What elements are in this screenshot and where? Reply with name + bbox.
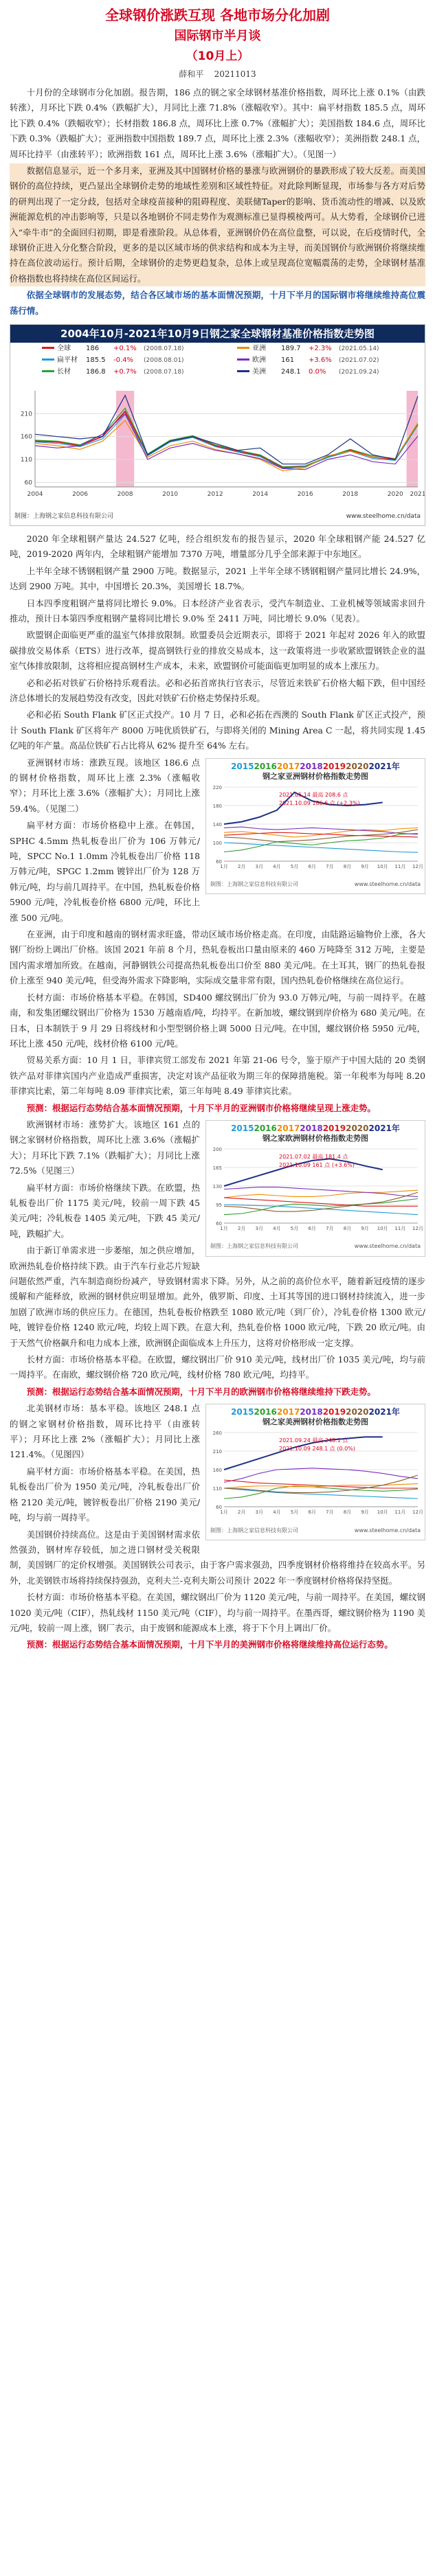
series-line-2016 bbox=[224, 1198, 418, 1214]
legend-year: 2017 bbox=[276, 761, 300, 771]
x-tick-label: 7月 bbox=[326, 1225, 334, 1231]
asia-index-chart bbox=[205, 758, 425, 895]
chart-source bbox=[206, 1239, 425, 1255]
paragraph-overview: 十月份的全球钢市分化加剧。报告期，186 点的钢之家全球钢材基准价格指数，周环比上涨 0.1%（由跌转涨），月环比下跌 0.4%（跌幅扩大），月同比上涨 71.8%（涨幅收窄）。其中：扁平材指数 185.5 点，周环比下跌 0.4%（跌幅收窄）；长材指数 186.8 点，周环比上涨 0.7%（涨幅扩大）；美国指数 184.6 点，周环比下跌 0.3%（跌幅扩大）；亚洲指数中国指数 189.7 点，周环比上涨 2.3%（涨幅收窄）；美洲指数 248.1 点，周环比持平（由涨转平）；欧洲指数 161 点，周环比上涨 3.6%（涨幅扩大）。（见图一） bbox=[10, 87, 425, 159]
series-line-2018 bbox=[224, 827, 418, 834]
x-tick-label: 2008 bbox=[117, 491, 133, 499]
x-tick-label: 7月 bbox=[326, 1509, 334, 1516]
y-tick-label: 110 bbox=[212, 1486, 222, 1492]
legend-name: 扁平材 bbox=[57, 356, 78, 365]
y-tick-label: 165 bbox=[212, 1165, 222, 1171]
paragraph-asia-trade: 贸易关系方面：10 月 1 日，菲律宾贸工部发布 2021 年第 21-06 号令，鉴于原产于中国大陆的 20 类钢铁产品对菲律宾国内产业造成严重损害，决定对该产品征收为期三年的保障措施税。第一年税率为每吨 8.20 菲律宾比索，第二年每吨 8.09 菲律宾比索，第三年每吨 8.49 菲律宾比索。 bbox=[10, 1055, 425, 1097]
x-tick-label: 11月 bbox=[394, 1509, 406, 1516]
series-line-扁平材 bbox=[35, 415, 418, 469]
chart-url: www.steelhome.cn/data bbox=[354, 1527, 421, 1534]
latest-annotation: 2021.10.09 186.6 点 (+2.3%) bbox=[279, 799, 360, 806]
global-chart-plot bbox=[10, 343, 425, 502]
chart-url: www.steelhome.cn/data bbox=[354, 881, 421, 887]
latest-annotation: 2021.10.09 248.1 点 (0.0%) bbox=[279, 1446, 355, 1452]
series-line-2018 bbox=[224, 1468, 418, 1483]
global-chart-url: www.steelhome.cn/data bbox=[346, 512, 421, 520]
series-line-欧洲 bbox=[35, 413, 418, 469]
legend-year: 2016 bbox=[254, 761, 277, 771]
x-tick-label: 3月 bbox=[255, 863, 264, 869]
chart-year-legend bbox=[206, 1121, 425, 1134]
global-chart-source bbox=[10, 508, 425, 525]
x-tick-label: 8月 bbox=[343, 1509, 352, 1516]
series-line-2020 bbox=[224, 830, 418, 842]
legend-peak-date: (2008.07.18) bbox=[144, 369, 184, 376]
x-tick-label: 5月 bbox=[290, 1509, 299, 1516]
global-index-chart bbox=[10, 324, 425, 526]
legend-year: 2019 bbox=[322, 1123, 346, 1133]
legend-change: 0.0% bbox=[309, 368, 326, 376]
legend-year: 2021年 bbox=[368, 1123, 400, 1133]
paragraph-analysis: 数据信息显示，近一个多月来，亚洲及其中国钢材价格的暴涨与欧洲钢价的暴跌形成了较大反差。而美国钢价的高位持续，更凸显出全球钢价走势的地域性差别和区域性特征。对此除判断显现，市场参与各方对后势的研判出现了一定分歧，包括对全球疫苗接种的阻碍程度、美联储Taper的影响、货币流动性的增减、以及欧洲能源危机的冲击影响等，只是以各地钢价不同走势作为观测标准已显得模棱两可。从大势看，全球钢价已进入“牵牛市”的全面回归初期，即是看涨阶段。从总体看，亚洲钢价仍在高位盘整，可以说，在后疫情时代，全球钢价正进入分化整合阶段，更多的是以区域市场的供求结构和成本为主导，而美国钢价与欧洲钢价将继续维持在高位波动运行。预计后期，全球钢价的走势更趋复杂，总体上或呈现高位宽幅震荡的走势，全球钢材基准价格指数也将持续在高位区间运行。 bbox=[10, 163, 425, 286]
x-tick-label: 1月 bbox=[220, 863, 228, 869]
chart-source bbox=[206, 877, 425, 893]
legend-name: 亚洲 bbox=[252, 345, 266, 353]
peak-annotation: 2021.09.24 最高 248.1 点 bbox=[279, 1437, 348, 1444]
legend-name: 欧洲 bbox=[252, 356, 266, 365]
y-tick-label: 60 bbox=[216, 1220, 222, 1227]
x-tick-label: 3月 bbox=[255, 1225, 264, 1231]
y-tick-label: 160 bbox=[212, 1468, 222, 1474]
x-tick-label: 2月 bbox=[237, 1509, 246, 1516]
y-tick-label: 95 bbox=[216, 1202, 222, 1208]
legend-year: 2015 bbox=[231, 1123, 254, 1133]
legend-year: 2015 bbox=[231, 1407, 254, 1417]
legend-change: +0.7% bbox=[113, 368, 137, 376]
y-tick-label: 100 bbox=[212, 840, 222, 846]
europe-index-chart bbox=[205, 1120, 425, 1257]
x-tick-label: 2020 bbox=[387, 491, 403, 499]
global-chart-title: 2004年10月-2021年10月9日钢之家全球钢材基准价格指数走势图 bbox=[10, 325, 425, 343]
paragraph-america-summary: 北美钢材市场：基本平稳。该地区 248.1 点的钢之家钢材价格指数，周环比持平（由涨转平）；月环比上涨 2%（涨幅扩大）；月同比上涨 121.4%。（见图四） bbox=[10, 1403, 200, 1460]
paragraph-asia-flat: 扁平材方面：市场价格稳中上涨。在韩国，SPHC 4.5mm 热轧板卷出厂价为 106 万韩元/吨，SPCC No.1 1.0mm 冷轧板卷出厂价格 118 万韩元/吨，SPGC 1.2mm 镀锌出厂价为 128 万韩元/吨，均与前几周持平。在中国，热轧板卷价格 5900 元/吨，冷轧板卷价格 6800 元/吨，环比上涨 500 元/吨。 bbox=[10, 820, 200, 923]
paragraph-asia-market: 在亚洲，由于印度和越南的钢材需求旺盛，带动区域市场价格走高。在印度，由陆路运输物价上涨，各大钢厂纷纷上调出厂价格。该国 2021 年前 8 个月，热轧卷板出口量由原来的 460 万吨降至 312 万吨，主要是国内需求增加所致。在越南，河静钢铁公司提高热轧板卷出口价至 880 美元/吨。在土耳其，钢厂的热轧卷报价上涨至 940 美元/吨，但受海外需求下降影响，实际成交量非常有限，国内热轧卷价格继续在高位运行。 bbox=[10, 929, 425, 986]
x-tick-label: 3月 bbox=[255, 1509, 264, 1516]
y-tick-label: 60 bbox=[216, 1505, 222, 1511]
legend-value: 185.5 bbox=[86, 356, 106, 365]
chart-source bbox=[206, 1523, 425, 1540]
legend-year: 2016 bbox=[254, 1407, 277, 1417]
x-tick-label: 12月 bbox=[412, 1509, 423, 1516]
x-tick-label: 2010 bbox=[162, 491, 179, 499]
legend-swatch bbox=[42, 347, 54, 349]
article-title: 全球钢价涨跌互现 各地市场分化加剧 bbox=[105, 7, 330, 23]
america-index-chart bbox=[205, 1404, 425, 1540]
legend-year: 2020 bbox=[346, 761, 369, 771]
legend-peak-date: (2008.07.18) bbox=[144, 345, 184, 353]
chart-subtitle: 钢之家亚洲钢材价格指数走势图 bbox=[263, 771, 368, 781]
legend-change: +3.6% bbox=[309, 356, 332, 365]
y-tick-label: 130 bbox=[212, 1183, 222, 1189]
y-tick-label: 110 bbox=[20, 457, 32, 464]
x-tick-label: 10月 bbox=[377, 863, 388, 869]
legend-name: 长材 bbox=[57, 368, 71, 376]
america-section bbox=[10, 1401, 425, 1654]
paragraph-america-forecast: 预测：根据运行态势结合基本面情况预期，十月下半月的美洲钢市价格将继续维持高位运行态势。 bbox=[26, 1639, 393, 1650]
paragraph-america-market: 美国钢价持续高位。这是由于美国钢材需求依然强劲，钢材库存较低，加之进口钢材受关税限制，美国钢厂的定价权增强。美国钢铁公司表示，由于客户需求强劲，四季度钢材价格将维持在较高水平。另外，北美钢铁市场将持续保持强劲，克利夫兰-克利夫斯公司预计 2022 年一季度钢材价格将保持坚挺。 bbox=[10, 1529, 425, 1586]
x-tick-label: 2014 bbox=[252, 491, 269, 499]
paragraph-europe-summary: 欧洲钢材市场：涨势扩大。该地区 161 点的钢之家钢材价格指数，周环比上涨 3.6%（涨幅扩大）；月环比下跌 7.1%（跌幅扩大）；月同比上涨 72.5%（见图三） bbox=[10, 1119, 200, 1176]
chart-plot bbox=[206, 1143, 423, 1234]
x-tick-label: 2018 bbox=[342, 491, 359, 499]
chart-year-legend bbox=[206, 759, 425, 772]
y-tick-label: 160 bbox=[20, 433, 32, 441]
legend-year: 2018 bbox=[300, 761, 323, 771]
x-tick-label: 9月 bbox=[361, 863, 369, 869]
legend-year: 2015 bbox=[231, 761, 254, 771]
legend-year: 2021年 bbox=[368, 1407, 400, 1417]
y-tick-label: 210 bbox=[212, 1449, 222, 1455]
y-tick-label: 180 bbox=[212, 803, 222, 809]
legend-swatch bbox=[237, 347, 249, 349]
paragraph-america-long: 长材方面：市场价格基本平稳。在美国，螺纹钢出厂价为 1120 美元/吨，与前一周持平。在美国，螺纹钢 1020 美元/吨（CIF），热轧线材 1150 美元/吨（CIF），均与前一周持平。在墨西哥，螺纹钢价格为 1190 美元/吨，较前一周上涨，钢厂表示，由于废钢和能源成本上涨，将于下个月上调出厂价。 bbox=[10, 1592, 425, 1633]
legend-year: 2019 bbox=[322, 761, 346, 771]
paragraph-america-flat: 扁平材方面：市场价格基本平稳。在美国，热轧板卷出厂价为 1950 美元/吨，冷轧板卷出厂价格 2120 美元/吨，镀锌板卷出厂价格 2190 美元/吨，均与前一周持平。 bbox=[10, 1466, 200, 1523]
paragraph-bhp-outlook: 必和必拓对铁矿石价格持乐观看法。必和必拓首席执行官表示，尽管近来铁矿石价格大幅下跌，但中国经济总体增长的发展趋势没有改变，因此对铁矿石价格走势保持乐观。 bbox=[10, 677, 425, 703]
peak-annotation: 2021.05.14 最高 208.6 点 bbox=[279, 791, 348, 798]
x-tick-label: 2006 bbox=[72, 491, 88, 499]
y-tick-label: 260 bbox=[212, 1431, 222, 1437]
legend-name: 全球 bbox=[57, 345, 71, 353]
legend-year: 2019 bbox=[322, 1407, 346, 1417]
legend-name: 美洲 bbox=[252, 368, 266, 376]
legend-peak-date: (2008.08.01) bbox=[144, 357, 184, 365]
x-tick-label: 6月 bbox=[308, 1509, 316, 1516]
legend-year: 2017 bbox=[276, 1123, 300, 1133]
article-body bbox=[0, 82, 435, 1654]
legend-value: 248.1 bbox=[281, 368, 301, 376]
byline bbox=[0, 66, 435, 82]
x-tick-label: 2月 bbox=[237, 863, 246, 869]
y-tick-label: 60 bbox=[24, 479, 32, 487]
legend-value: 189.7 bbox=[281, 345, 301, 353]
series-line-2019 bbox=[224, 1480, 418, 1488]
legend-year: 2020 bbox=[346, 1407, 369, 1417]
paragraph-outlook: 依据全球钢市的发展态势，结合各区域市场的基本面情况预期，十月下半月的国际钢市将继续维持高位震荡行情。 bbox=[10, 290, 425, 316]
y-tick-label: 140 bbox=[212, 821, 222, 828]
legend-year: 2018 bbox=[300, 1407, 323, 1417]
y-tick-label: 60 bbox=[216, 858, 222, 865]
x-tick-label: 11月 bbox=[394, 1225, 406, 1231]
chart-credit: 制图：上海钢之家信息科技有限公司 bbox=[210, 881, 298, 887]
x-tick-label: 10月 bbox=[377, 1225, 388, 1231]
legend-swatch bbox=[42, 358, 54, 361]
peak-band-2008 bbox=[116, 391, 134, 487]
x-tick-label: 6月 bbox=[308, 863, 316, 869]
series-line-2020 bbox=[224, 1475, 418, 1492]
article-column: 国际钢市半月谈 bbox=[174, 29, 261, 43]
x-tick-label: 11月 bbox=[394, 863, 406, 869]
legend-swatch bbox=[237, 370, 249, 372]
chart-subtitle: 钢之家美洲钢材价格指数走势图 bbox=[263, 1417, 368, 1427]
chart-subtitle: 钢之家欧洲钢材价格指数走势图 bbox=[263, 1133, 368, 1143]
chart-plot bbox=[206, 782, 423, 872]
latest-annotation: 2021.10.09 161 点 (+3.6%) bbox=[279, 1161, 355, 1168]
europe-section bbox=[10, 1117, 425, 1401]
chart-url: www.steelhome.cn/data bbox=[354, 1243, 421, 1250]
legend-value: 186.8 bbox=[86, 368, 106, 376]
x-tick-label: 8月 bbox=[343, 1225, 352, 1231]
legend-peak-date: (2021.07.02) bbox=[339, 357, 379, 365]
global-chart-credit: 制图：上海钢之家信息科技有限公司 bbox=[14, 512, 114, 520]
paragraph-eu-emissions: 欧盟钢企面临更严重的温室气体排放限制。欧盟委员会近期表示，即将于 2021 年起对 2026 年入的欧盟碳排放交易体系（ETS）进行改革，提高钢铁行业的排放交易成本，这一政策将进一步收紧欧盟钢铁企业的温室气体排放限制，这将相应提高钢材生产成本，未来，欧盟钢价可能面临更加明显的成本上涨压力。 bbox=[10, 630, 425, 672]
x-tick-label: 9月 bbox=[361, 1509, 369, 1516]
paragraph-europe-forecast: 预测：根据运行态势结合基本面情况预期，十月下半月的欧洲钢市价格将继续维持下跌走势。 bbox=[26, 1386, 376, 1397]
x-tick-label: 1月 bbox=[220, 1225, 228, 1231]
legend-year: 2021年 bbox=[368, 761, 400, 771]
author: 薛和平 bbox=[179, 69, 204, 79]
peak-annotation: 2021.07.02 最高 181.4 点 bbox=[279, 1153, 348, 1160]
x-tick-label: 4月 bbox=[273, 1509, 281, 1516]
x-tick-label: 8月 bbox=[343, 863, 352, 869]
x-tick-label: 5月 bbox=[290, 1225, 299, 1231]
y-tick-label: 220 bbox=[212, 784, 222, 790]
x-tick-label: 9月 bbox=[361, 1225, 369, 1231]
legend-year: 2020 bbox=[346, 1123, 369, 1133]
legend-peak-date: (2021.05.14) bbox=[339, 345, 379, 353]
paragraph-stainless: 上半年全球不锈钢粗钢产量 2900 万吨。数据显示，2021 上半年全球不锈钢粗钢产量同比增长 24.9%，达到 2900 万吨。其中，中国增长 20.3%，美国增长 18.7%。 bbox=[10, 565, 425, 592]
legend-peak-date: (2021.09.24) bbox=[339, 369, 379, 376]
x-tick-label: 4月 bbox=[273, 863, 281, 869]
paragraph-asia-summary: 亚洲钢材市场：涨跌互现。该地区 186.6 点的钢材价格指数，周环比上涨 2.3%（涨幅收窄）；月环比上涨 3.6%（涨幅扩大）；月同比上涨 59.4%。（见图二） bbox=[10, 757, 200, 814]
x-tick-label: 2016 bbox=[297, 491, 313, 499]
legend-year: 2018 bbox=[300, 1123, 323, 1133]
asia-section bbox=[10, 755, 425, 1117]
paragraph-europe-long: 长材方面：市场价格基本平稳。在欧盟，螺纹钢出厂价 910 美元/吨，线材出厂价 1035 美元/吨，均与前一周持平。在南欧，螺纹钢价格 720 欧元/吨，线材价格 780 欧元/吨，均持平。 bbox=[10, 1354, 425, 1380]
legend-year: 2016 bbox=[254, 1123, 277, 1133]
legend-change: +0.1% bbox=[113, 345, 137, 353]
x-tick-label: 2012 bbox=[207, 491, 223, 499]
legend-value: 161 bbox=[281, 356, 295, 365]
paragraph-europe-flat: 扁平材方面：市场价格继续下跌。在欧盟，热轧板卷出厂价 1175 美元/吨，较前一周下跌 45 美元/吨；冷轧板卷 1405 美元/吨，下跌 45 美元/吨，跌幅扩大。 bbox=[10, 1182, 200, 1239]
chart-plot bbox=[206, 1427, 423, 1518]
legend-swatch bbox=[42, 370, 54, 372]
paragraph-asia-long: 长材方面：市场价格基本平稳。在韩国，SD400 螺纹钢出厂价为 93.0 万韩元/吨，与前一周持平。在越南，和发集团螺纹钢出厂价格为 1530 万越南盾/吨，均持平。在新加坡，螺纹钢到岸价格为 680 美元/吨。在日本，日本制铁于 9 月 29 日将线材和小型型钢价格上调 5000 日元/吨。在中国，螺纹钢价格 5950 元/吨，环比上涨 450 元/吨，线材价格 6100 元/吨。 bbox=[10, 992, 425, 1049]
paragraph-asia-forecast: 预测：根据运行态势结合基本面情况预期，十月下半月的亚洲钢市价格将继续呈现上涨走势。 bbox=[26, 1102, 376, 1113]
paragraph-bhp-south-flank: 必和必拓 South Flank 矿区正式投产。10 月 7 日，必和必拓在西澳的 South Flank 矿区正式投产，预计 South Flank 矿区将年产 8000 万吨优质铁矿石，与即将关闭的 Mining Area C 一起，将共同实现 1.45 亿吨的年产量。高品位铁矿石占比将从 62% 提升至 64% 左右。 bbox=[10, 709, 425, 751]
x-tick-label: 4月 bbox=[273, 1225, 281, 1231]
legend-value: 186 bbox=[86, 345, 100, 353]
chart-year-legend bbox=[206, 1404, 425, 1417]
x-tick-label: 2004 bbox=[27, 491, 43, 499]
x-tick-label: 7月 bbox=[326, 863, 334, 869]
legend-change: -0.4% bbox=[113, 356, 134, 365]
x-tick-label: 10月 bbox=[377, 1509, 388, 1516]
y-tick-label: 200 bbox=[212, 1146, 222, 1152]
x-tick-label: 2月 bbox=[237, 1225, 246, 1231]
article-header bbox=[0, 0, 435, 82]
paragraph-output: 2020 年全球粗钢产量达 24.527 亿吨，经合组织发布的报告显示，2020 年全球粗钢产能 24.527 亿吨，2019-2020 两年内，全球粗钢产能增加 7370 万吨，增量部分几乎全部来源于中东地区。 bbox=[10, 533, 425, 560]
x-tick-label: 1月 bbox=[220, 1509, 228, 1516]
paragraph-europe-market: 由于新订单需求进一步萎缩，加之供应增加，欧洲热轧卷价格持续下跌。由于汽车行业芯片短缺问题依然严重，汽车制造商纷纷减产，导致钢材需求下降。另外，从之前的高价位水平，随着新冠疫情的逐步缓解和产能释放，欧洲的钢材供应明显增加。此外，俄罗斯、印度、土耳其等国的进口钢材持续流入，进一步加剧了欧洲市场的供应压力。在德国，热轧卷板价格跌至 1080 欧元/吨（到厂价），冷轧卷价格 1300 欧元/吨，镀锌卷价格 1240 欧元/吨，均较上周下跌。在意大利，热轧卷价格 1000 欧元/吨，下跌 20 欧元/吨。由于天然气价格飙升和电力成本上涨，欧洲钢企面临成本上升压力，这将对价格形成一定支撑。 bbox=[10, 1245, 425, 1348]
legend-year: 2017 bbox=[276, 1407, 300, 1417]
legend-change: +2.3% bbox=[309, 345, 332, 353]
legend-swatch bbox=[237, 358, 249, 361]
x-tick-label: 12月 bbox=[412, 1225, 423, 1231]
x-tick-label: 5月 bbox=[290, 863, 299, 869]
publish-date: 20211013 bbox=[214, 69, 256, 79]
chart-credit: 制图：上海钢之家信息科技有限公司 bbox=[210, 1527, 298, 1534]
x-tick-label: 12月 bbox=[412, 863, 423, 869]
x-tick-label: 2021 bbox=[410, 491, 425, 499]
x-tick-label: 6月 bbox=[308, 1225, 316, 1231]
chart-credit: 制图：上海钢之家信息科技有限公司 bbox=[210, 1243, 298, 1250]
article-issue: （10月上） bbox=[186, 49, 249, 63]
y-tick-label: 210 bbox=[20, 411, 32, 418]
paragraph-japan: 日本四季度粗钢产量将同比增长 9.0%。日本经济产业省表示，受汽车制造业、工业机械等领域需求回升推动，预计日本第四季度粗钢产量将同比增长 9.0% 至 2411 万吨，同比增长 9.0%（见表）。 bbox=[10, 597, 425, 624]
